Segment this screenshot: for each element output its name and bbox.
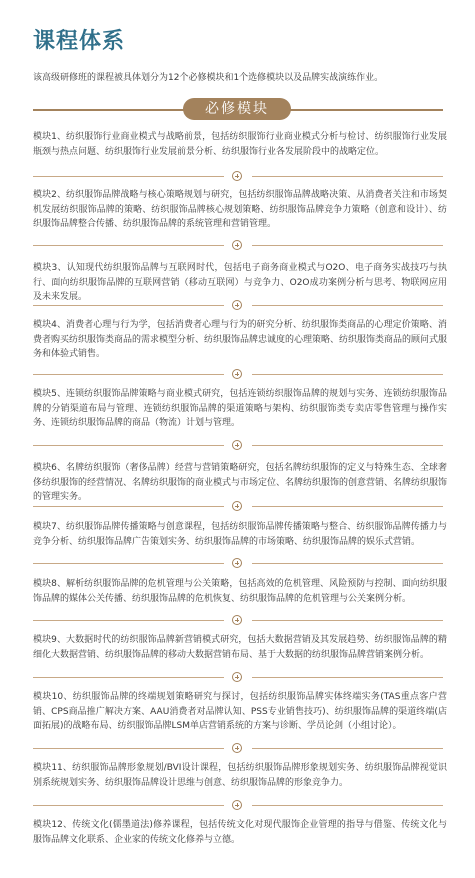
module-5: 模块5、连锁纺织服饰品牌策略与商业模式研究，包括连锁纺织服饰品牌的规划与实务、连锁纺织服饰品牌的分销渠道布局与管理、连锁纺织服饰品牌的渠道策略与架构、纺织服饰类专卖店零售管理与操作实务、连锁纺织服饰品牌的商品（物流）计划与管理。 — [33, 389, 447, 428]
plus-circle-icon — [232, 171, 242, 181]
module-9: 模块9、大数据时代的纺织服饰品牌新营销模式研究，包括大数据营销及其发展趋势、纺织服饰品牌的精细化大数据营销、纺织服饰品牌的移动大数据营销布局、基于大数据的纺织服饰品牌营销案例分析。 — [33, 635, 447, 660]
separator — [33, 800, 443, 811]
separator — [33, 743, 443, 754]
separator — [33, 171, 443, 182]
plus-circle-icon — [232, 440, 242, 450]
plus-circle-icon — [232, 501, 242, 511]
plus-circle-icon — [232, 743, 242, 753]
plus-circle-icon — [232, 369, 242, 379]
separator — [33, 615, 443, 626]
section-header — [33, 98, 443, 120]
separator — [33, 501, 443, 512]
separator — [33, 558, 443, 569]
module-11: 模块11、纺织服饰品牌形象规划/BVI设计课程，包括纺织服饰品牌形象规划实务、纺织服饰品牌视觉识别系统规划实务、纺织服饰品牌设计思维与创意、纺织服饰品牌的形象竞争力。 — [33, 763, 447, 788]
separator — [33, 672, 443, 683]
module-12: 模块12、传统文化(儒墨道法)修养课程，包括传统文化对现代服饰企业管理的指导与借鉴、传统文化与服饰品牌文化联系、企业家的传统文化修养与立德。 — [33, 820, 447, 845]
module-3: 模块3、认知现代纺织服饰品牌与互联网时代，包括电子商务商业模式与O2O、电子商务实战技巧与执行、面向纺织服饰品牌的互联网营销（移动互联网）与竞争力、O2O成功案例分析与思考、物联网应用及未来发展。 — [33, 263, 447, 302]
plus-circle-icon — [232, 240, 242, 250]
separator — [33, 240, 443, 251]
intro-text: 该高级研修班的课程被具体划分为12个必修模块和1个选修模块以及品牌实战演练作业。 — [33, 73, 384, 83]
section-badge: 必修模块 — [183, 98, 291, 120]
plus-circle-icon — [232, 615, 242, 625]
module-6: 模块6、名牌纺织服饰（奢侈品牌）经营与营销策略研究，包括名牌纺织服饰的定义与特殊生态、全球奢侈纺织服饰的经营情况、名牌纺织服饰的商业模式与市场定位、名牌纺织服饰的创意营销、名牌纺织服饰的管理实务。 — [33, 463, 448, 502]
module-7: 模块7、纺织服饰品牌传播策略与创意课程，包括纺织服饰品牌传播策略与整合、纺织服饰品牌传播力与竞争分析、纺织服饰品牌广告策划实务、纺织服饰品牌的市场策略、纺织服饰品牌的娱乐式营销。 — [33, 522, 447, 547]
plus-circle-icon — [232, 672, 242, 682]
plus-circle-icon — [232, 558, 242, 568]
module-2: 模块2、纺织服饰品牌战略与核心策略规划与研究，包括纺织服饰品牌战略决策、从消费者关注和市场契机发展纺织服饰品牌的策略、纺织服饰品牌核心规划策略、纺织服饰品牌竞争力策略（创意和设计）、纺织服饰品牌整合传播、纺织服饰品牌的系统管理和营销管理。 — [33, 190, 447, 229]
plus-circle-icon — [232, 800, 242, 810]
module-4: 模块4、消费者心理与行为学，包括消费者心理与行为的研究分析、纺织服饰类商品的心理定价策略、消费者购买纺织服饰类商品的需求模型分析、纺织服饰品牌忠诚度的心理策略、纺织服饰类商品的顾问式服务和体验式销售。 — [33, 320, 448, 359]
separator — [33, 440, 443, 451]
page-title: 课程体系 — [33, 29, 126, 54]
separator — [33, 369, 443, 380]
module-10: 模块10、纺织服饰品牌的终端规划策略研究与探讨，包括纺织服饰品牌实体终端实务(TAS重点客户营销、CPS商品推广解决方案、AAU消费者对品牌认知、PSS专业销售技巧)、纺织服饰品牌的渠道终端(店面拓展)的战略布局、纺织服饰品牌LSM单店营销系统的方案与诊断、学员论剑（小组讨论）。 — [33, 692, 447, 731]
plus-circle-icon — [232, 300, 242, 310]
module-1: 模块1、纺织服饰行业商业模式与战略前景，包括纺织服饰行业商业模式分析与检讨、纺织服饰行业发展瓶颈与热点问题、纺织服饰行业发展前景分析、纺织服饰行业各发展阶段中的战略定位。 — [33, 132, 447, 157]
module-8: 模块8、解析纺织服饰品牌的危机管理与公关策略，包括高效的危机管理、风险预防与控制、面向纺织服饰品牌的媒体公关传播、纺织服饰品牌的危机恢复、纺织服饰品牌的危机管理与公关案例分析。 — [33, 579, 447, 604]
separator — [33, 300, 443, 311]
